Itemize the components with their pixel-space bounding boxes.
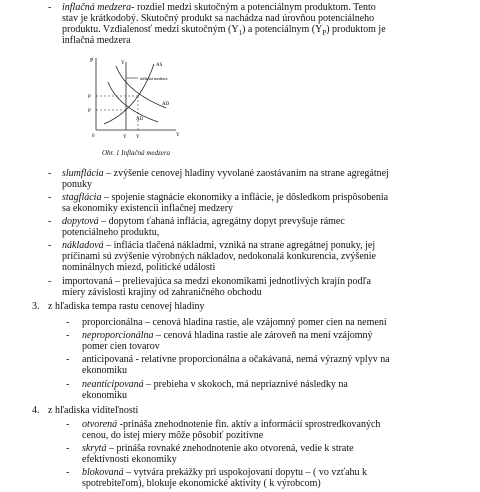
label-p: P (90, 58, 94, 64)
text: – inflácia tlačená nákladmi, vzniká na strane agregátnej ponuky, jej (103, 240, 376, 251)
sec3-item-1: proporcionálna – cenová hladina rastie, ale vzájomný pomer cien na nemení (82, 317, 387, 328)
bullet-dash: - (66, 467, 70, 478)
item-nakladova-line-2: príčinami sú zvýšenie výrobných nákladov, nedokonalá konkurencia, zvýšenie (62, 251, 376, 262)
bullet-dash: - (66, 317, 70, 328)
bullet-dash: - (48, 192, 52, 203)
label-ad: AD (162, 102, 170, 107)
text: – dopytom ťahaná inflácia, agregátny dopyt prevyšuje rámec (98, 216, 345, 227)
sec3-item-2-line-1 (82, 330, 373, 341)
sec4-item-1-line-2: cenou, do istej miery môže pôsobiť pozitívne (82, 430, 264, 441)
term: neproporcionálna (82, 330, 154, 341)
bullet-dash: - (48, 216, 52, 227)
text: – spojenie stagnácie ekonomiky a inflácie, je dôsledkom prispôsobenia (101, 192, 389, 203)
sec4-item-1-line-1 (82, 419, 380, 430)
subscript: 1 (238, 29, 243, 37)
label-zero: 0 (92, 134, 95, 139)
item-importovana-line-1: importovaná – prelievajúca sa medzi ekonomikami jednotlivých krajín podľa (62, 276, 371, 287)
label-yp-axis: Y (123, 135, 127, 140)
term: dopytová (62, 216, 99, 227)
label-as: AS (156, 63, 163, 68)
bullet-dash: - (66, 354, 70, 365)
term: stagflácia (62, 192, 102, 203)
sec4-item-3-line-2: spotrebiteľom), blokuje ekonomické aktivity ( k výrobcom) (82, 478, 321, 489)
label-inflacna-medzera: inflačná medzera (140, 76, 168, 81)
term: neanticipovaná (82, 379, 144, 390)
term: otvorená (82, 419, 118, 430)
sec3-item-4-line-2: ekonomiku (82, 390, 127, 401)
bullet-dash: - (48, 2, 52, 13)
text: - rozdiel medzi skutočným a potenciálnym produktom. Tento (131, 2, 376, 13)
item-nakladova-line-3: nominálnych miezd, politické události (62, 262, 216, 273)
text: ) produktom je (326, 24, 386, 35)
label-y1-axis: Y (136, 135, 140, 140)
bullet-dash: - (66, 419, 70, 430)
label-y: Y (176, 133, 180, 138)
inflationary-gap-diagram (26, 50, 196, 162)
term: inflačná medzera (62, 2, 132, 13)
sec3-item-4-line-1 (82, 379, 348, 390)
item-dopytova-line-2: potenciálneho produktu, (62, 227, 160, 238)
bullet-dash: - (66, 330, 70, 341)
subscript: P (322, 29, 327, 37)
inflationary-gap-figure (26, 50, 196, 162)
bullet-dash: - (48, 240, 52, 251)
bullet-dash: - (48, 276, 52, 287)
item-slumflacia-line-1 (62, 168, 389, 179)
sec4-item-2-line-1 (82, 443, 354, 454)
figure-caption: Obr. 1 Inflačná medzera (102, 149, 171, 157)
bullet-dash: - (66, 379, 70, 390)
inflacna-line-2: stav je krátkodobý. Skutočný produkt sa nachádza nad úrovňou potenciálneho (62, 13, 375, 24)
bullet-dash: - (48, 168, 52, 179)
inflacna-line-4: inflačná medzera (62, 35, 131, 46)
item-slumflacia-line-2: ponuky (62, 179, 92, 190)
item-dopytova-line-1 (62, 216, 345, 227)
item-stagflacia-line-2: sa ekonomiky existencii inflačnej medzery (62, 203, 234, 214)
text: – cenová hladina rastie ale zároveň na mení vzájomný (153, 330, 373, 341)
bullet-dash: - (66, 443, 70, 454)
item-importovana-line-2: miery závislosti krajiny od zahraničného obchodu (62, 287, 262, 298)
text: – vytvára prekážky pri uspokojovaní dopytu – ( vo vzťahu k (123, 467, 368, 478)
section-4-number: 4. (32, 405, 40, 416)
term: nákladová (62, 240, 104, 251)
item-nakladova-line-1 (62, 240, 375, 251)
item-stagflacia-line-1 (62, 192, 388, 203)
section-3-title: z hľadiska tempa rastu cenovej hladiny (48, 301, 205, 312)
term: skrytá (82, 443, 107, 454)
sec4-item-2-line-2: efektívnosti ekonomiky (82, 454, 177, 465)
section-4-title: z hľadiska viditeľnosti (48, 405, 139, 416)
text: -prináša znehodnotenie fin. aktív a informácií sprostredkovaných (117, 419, 381, 430)
sec3-item-3-line-2: ekonomiku (82, 365, 127, 376)
text: – zvýšenie cenovej hladiny vyvolané zaostávaním na strane agregátnej (103, 168, 389, 179)
section-3-number: 3. (32, 301, 40, 312)
term: blokovaná (82, 467, 124, 478)
text: ) a potenciálnym (Y (242, 24, 323, 35)
term: slumflácia (62, 168, 104, 179)
text: produktu. Vzdialenosť medzi skutočným (Y (62, 24, 239, 35)
text: – prináša rovnaké znehodnotenie ako otvorená, vedie k strate (106, 443, 354, 454)
label-p1: P (88, 95, 91, 100)
label-p0: P (88, 109, 91, 114)
label-yp: Y (121, 61, 125, 66)
sec3-item-2-line-2: pomer cien tovarov (82, 341, 160, 352)
inflacna-line-1 (62, 2, 376, 13)
sec3-item-3-line-1: anticipovaná - relatívne proporcionálna a očakávaná, nemá výrazný vplyv na (82, 354, 390, 365)
sec4-item-3-line-1 (82, 467, 367, 478)
text: – prebieha v skokoch, má nepriaznivé následky na (143, 379, 348, 390)
label-ad2: AD (136, 117, 144, 122)
